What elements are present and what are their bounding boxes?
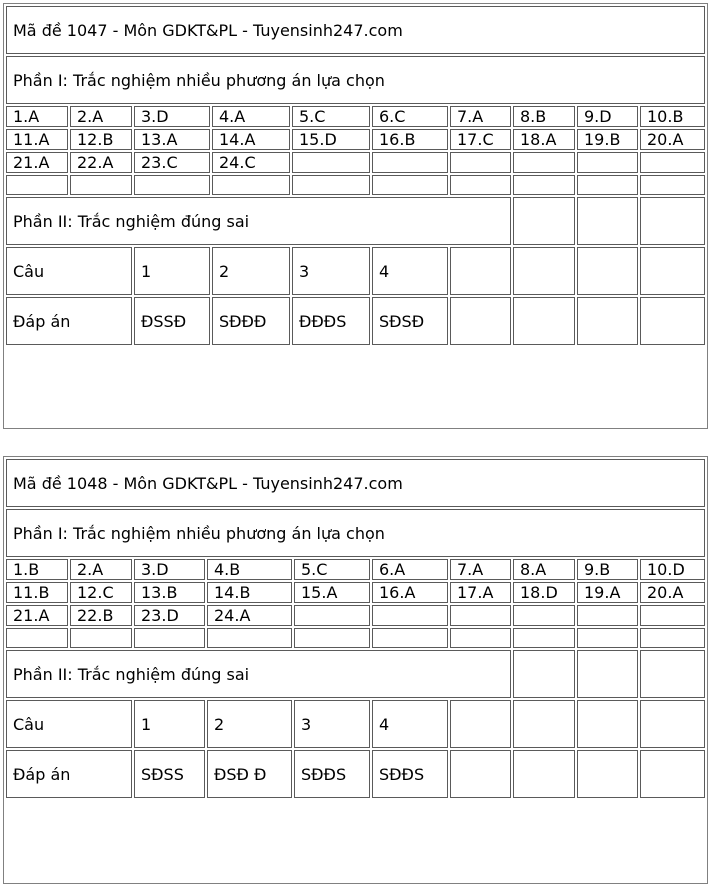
empty-cell — [513, 750, 575, 798]
mc-answer-cell — [640, 605, 705, 626]
empty-cell — [207, 628, 292, 648]
mc-answer-cell: 23.D — [134, 605, 205, 626]
tf-answer-cell: ĐSĐ Đ — [207, 750, 292, 798]
empty-cell — [513, 247, 575, 295]
mc-answer-cell: 6.C — [372, 106, 448, 127]
mc-answer-cell: 16.B — [372, 129, 448, 150]
empty-cell — [577, 650, 638, 698]
mc-answer-cell: 9.D — [577, 106, 638, 127]
question-number: 4 — [372, 247, 448, 295]
part2-heading: Phần II: Trắc nghiệm đúng sai — [6, 650, 511, 698]
mc-answer-cell: 17.A — [450, 582, 511, 603]
mc-answer-cell: 2.A — [70, 559, 132, 580]
empty-cell — [6, 175, 68, 195]
mc-answer-cell — [577, 605, 638, 626]
mc-answer-cell: 14.A — [212, 129, 290, 150]
mc-answer-cell — [450, 605, 511, 626]
mc-answer-cell: 3.D — [134, 106, 210, 127]
empty-cell — [6, 628, 68, 648]
mc-answer-cell: 1.B — [6, 559, 68, 580]
tf-answer-cell: ĐSSĐ — [134, 297, 210, 345]
tf-answer-cell: SĐĐĐ — [212, 297, 290, 345]
table-title: Mã đề 1048 - Môn GDKT&PL - Tuyensinh247.com — [6, 459, 705, 507]
answer-grid — [4, 4, 707, 347]
empty-cell — [640, 750, 705, 798]
empty-cell — [70, 175, 132, 195]
mc-answer-cell: 6.A — [372, 559, 448, 580]
mc-row — [6, 106, 705, 127]
mc-answer-cell: 12.C — [70, 582, 132, 603]
question-number: 1 — [134, 700, 205, 748]
tf-answer-cell: SĐSĐ — [372, 297, 448, 345]
empty-cell — [640, 197, 705, 245]
mc-answer-cell: 18.A — [513, 129, 575, 150]
tf-answer-cell: ĐĐĐS — [292, 297, 370, 345]
mc-answer-cell: 11.B — [6, 582, 68, 603]
part1-heading: Phần I: Trắc nghiệm nhiều phương án lựa chọn — [6, 56, 705, 104]
empty-cell — [134, 628, 205, 648]
empty-cell — [640, 650, 705, 698]
mc-answer-cell — [372, 605, 448, 626]
question-number: 3 — [294, 700, 370, 748]
mc-answer-cell: 10.B — [640, 106, 705, 127]
answer-table-1047 — [3, 3, 708, 429]
mc-answer-cell: 20.A — [640, 129, 705, 150]
empty-cell — [372, 628, 448, 648]
empty-cell — [577, 175, 638, 195]
mc-answer-cell: 15.A — [294, 582, 370, 603]
mc-answer-cell: 5.C — [292, 106, 370, 127]
mc-answer-cell: 22.A — [70, 152, 132, 173]
part1-heading: Phần I: Trắc nghiệm nhiều phương án lựa chọn — [6, 509, 705, 557]
mc-answer-cell: 13.A — [134, 129, 210, 150]
mc-row — [6, 605, 705, 626]
empty-cell — [577, 628, 638, 648]
part2-heading: Phần II: Trắc nghiệm đúng sai — [6, 197, 511, 245]
question-number: 1 — [134, 247, 210, 295]
mc-answer-cell — [577, 152, 638, 173]
mc-answer-cell: 14.B — [207, 582, 292, 603]
empty-cell — [577, 197, 638, 245]
empty-cell — [577, 750, 638, 798]
empty-cell — [450, 628, 511, 648]
mc-answer-cell: 19.A — [577, 582, 638, 603]
mc-answer-cell: 12.B — [70, 129, 132, 150]
answer-table-1048 — [3, 456, 708, 884]
mc-answer-cell: 5.C — [294, 559, 370, 580]
question-number: 3 — [292, 247, 370, 295]
mc-answer-cell: 23.C — [134, 152, 210, 173]
spacer-row — [6, 175, 705, 195]
tf-answer-cell: SĐĐS — [294, 750, 370, 798]
question-number: 2 — [212, 247, 290, 295]
mc-answer-cell: 18.D — [513, 582, 575, 603]
mc-answer-cell: 24.C — [212, 152, 290, 173]
empty-cell — [292, 175, 370, 195]
empty-cell — [372, 175, 448, 195]
mc-answer-cell: 1.A — [6, 106, 68, 127]
mc-answer-cell — [513, 605, 575, 626]
empty-cell — [513, 175, 575, 195]
mc-answer-cell: 4.A — [212, 106, 290, 127]
mc-row — [6, 152, 705, 173]
mc-answer-cell: 19.B — [577, 129, 638, 150]
empty-cell — [640, 628, 705, 648]
mc-answer-cell: 2.A — [70, 106, 132, 127]
mc-answer-cell: 10.D — [640, 559, 705, 580]
question-number: 2 — [207, 700, 292, 748]
mc-answer-cell — [640, 152, 705, 173]
mc-answer-cell: 7.A — [450, 559, 511, 580]
empty-cell — [513, 297, 575, 345]
empty-cell — [513, 197, 575, 245]
empty-cell — [450, 175, 511, 195]
empty-cell — [134, 175, 210, 195]
tf-answer-cell: SĐĐS — [372, 750, 448, 798]
answer-label: Đáp án — [6, 750, 132, 798]
empty-cell — [513, 650, 575, 698]
mc-answer-cell — [292, 152, 370, 173]
spacer-row — [6, 628, 705, 648]
empty-cell — [513, 628, 575, 648]
empty-cell — [70, 628, 132, 648]
answer-label: Đáp án — [6, 297, 132, 345]
mc-answer-cell: 20.A — [640, 582, 705, 603]
mc-answer-cell: 22.B — [70, 605, 132, 626]
empty-cell — [577, 247, 638, 295]
mc-answer-cell: 17.C — [450, 129, 511, 150]
empty-cell — [450, 297, 511, 345]
mc-answer-cell — [372, 152, 448, 173]
empty-cell — [212, 175, 290, 195]
mc-answer-cell: 21.A — [6, 605, 68, 626]
empty-cell — [513, 700, 575, 748]
mc-answer-cell: 24.A — [207, 605, 292, 626]
empty-cell — [450, 247, 511, 295]
mc-answer-cell: 15.D — [292, 129, 370, 150]
empty-cell — [577, 700, 638, 748]
table-title: Mã đề 1047 - Môn GDKT&PL - Tuyensinh247.com — [6, 6, 705, 54]
empty-cell — [577, 297, 638, 345]
empty-cell — [450, 750, 511, 798]
mc-answer-cell: 21.A — [6, 152, 68, 173]
mc-answer-cell: 8.A — [513, 559, 575, 580]
mc-answer-cell — [450, 152, 511, 173]
empty-cell — [450, 700, 511, 748]
mc-answer-cell: 3.D — [134, 559, 205, 580]
mc-answer-cell — [513, 152, 575, 173]
mc-answer-cell: 13.B — [134, 582, 205, 603]
empty-cell — [640, 247, 705, 295]
mc-row — [6, 582, 705, 603]
mc-answer-cell: 11.A — [6, 129, 68, 150]
mc-answer-cell: 9.B — [577, 559, 638, 580]
mc-answer-cell: 16.A — [372, 582, 448, 603]
empty-cell — [294, 628, 370, 648]
empty-cell — [640, 175, 705, 195]
question-number: 4 — [372, 700, 448, 748]
tf-answer-cell: SĐSS — [134, 750, 205, 798]
mc-row — [6, 559, 705, 580]
mc-answer-cell — [294, 605, 370, 626]
question-label: Câu — [6, 700, 132, 748]
mc-answer-cell: 4.B — [207, 559, 292, 580]
mc-row — [6, 129, 705, 150]
mc-answer-cell: 7.A — [450, 106, 511, 127]
answer-grid — [4, 457, 707, 800]
empty-cell — [640, 700, 705, 748]
empty-cell — [640, 297, 705, 345]
mc-answer-cell: 8.B — [513, 106, 575, 127]
question-label: Câu — [6, 247, 132, 295]
